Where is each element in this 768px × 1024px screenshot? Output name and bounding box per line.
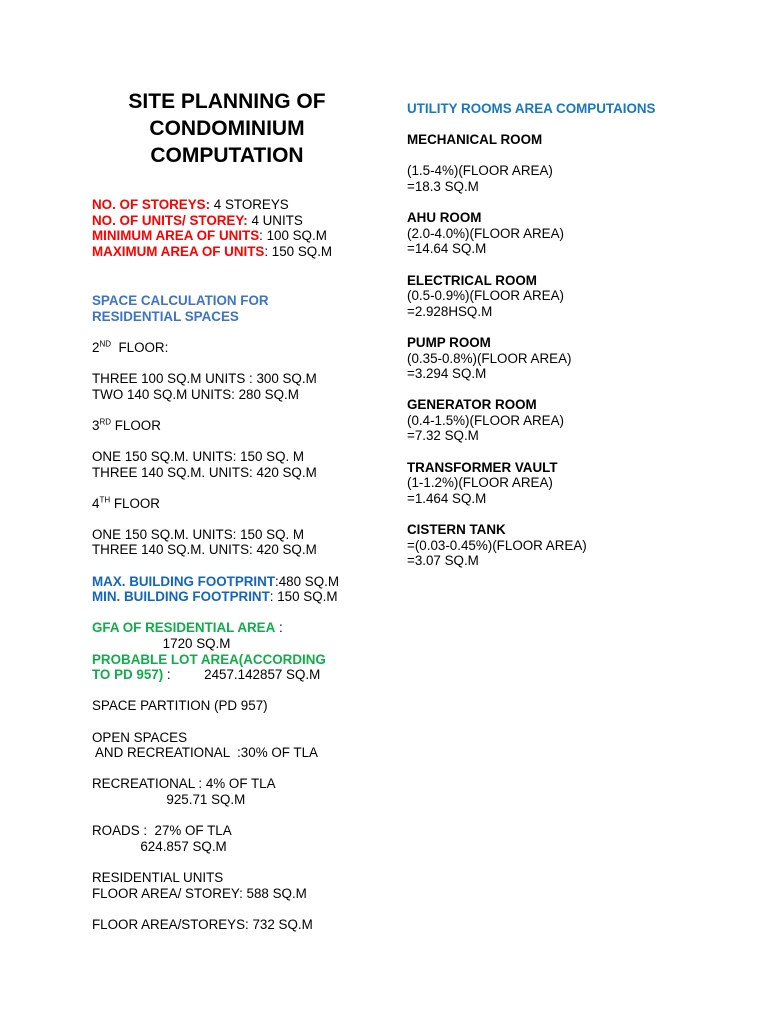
floor-3-line: THREE 140 SQ.M. UNITS: 420 SQ.M (92, 464, 317, 480)
room-value: =1.464 SQ.M (407, 490, 487, 506)
open-spaces-line: AND RECREATIONAL :30% OF TLA (92, 745, 318, 761)
residential-line: FLOOR AREA/ STOREY: 588 SQ.M (92, 885, 307, 901)
title-line: SITE PLANNING OF (128, 90, 326, 113)
floor-4-heading: 4TH FLOOR (92, 495, 160, 511)
room-name: MECHANICAL ROOM (407, 132, 543, 148)
room-ahu (407, 210, 747, 257)
summary-min-area: MINIMUM AREA OF UNITS: 100 SQ.M (92, 228, 327, 244)
partition-heading: SPACE PARTITION (PD 957) (92, 698, 268, 714)
room-mechanical (407, 132, 747, 194)
room-name: PUMP ROOM (407, 334, 491, 350)
summary-storeys: NO. OF STOREYS: 4 STOREYS (92, 197, 289, 212)
floor-3-heading: 3RD FLOOR (92, 417, 161, 433)
room-value: =7.32 SQ.M (407, 428, 479, 444)
floor-2-heading: 2ND FLOOR: (92, 339, 169, 355)
gfa-value: 1720 SQ.M (92, 636, 231, 652)
room-name: CISTERN TANK (407, 522, 506, 538)
room-formula: (2.0-4.0%)(FLOOR AREA) (407, 225, 565, 241)
room-formula: =(0.03-0.45%)(FLOOR AREA) (407, 537, 587, 553)
right-column (407, 101, 747, 569)
floor-2-line: THREE 100 SQ.M UNITS : 300 SQ.M (92, 370, 317, 386)
room-cistern (407, 522, 747, 569)
summary-max-area: MAXIMUM AREA OF UNITS: 150 SQ.M (92, 243, 333, 259)
room-value: =14.64 SQ.M (407, 241, 487, 257)
room-formula: (0.35-0.8%)(FLOOR AREA) (407, 350, 572, 366)
utility-heading: UTILITY ROOMS AREA COMPUTAIONS (407, 101, 656, 116)
summary-block (92, 197, 382, 259)
room-formula: (0.5-0.9%)(FLOOR AREA) (407, 288, 565, 304)
residential-line: RESIDENTIAL UNITS (92, 869, 224, 885)
title-line: CONDOMINIUM (149, 117, 305, 140)
room-generator (407, 397, 747, 444)
room-transformer (407, 460, 747, 507)
summary-units: NO. OF UNITS/ STOREY: 4 UNITS (92, 212, 303, 228)
recreational-line: 925.71 SQ.M (92, 791, 246, 807)
title-line: COMPUTATION (150, 144, 304, 167)
roads-line: 624.857 SQ.M (92, 838, 227, 854)
document-title (84, 88, 370, 169)
lot-value: TO PD 957) : 2457.142857 SQ.M (92, 667, 321, 683)
floor-3-line: ONE 150 SQ.M. UNITS: 150 SQ. M (92, 448, 305, 464)
floor-4-line: THREE 140 SQ.M. UNITS: 420 SQ.M (92, 542, 317, 558)
room-name: TRANSFORMER VAULT (407, 459, 558, 475)
lot-label: PROBABLE LOT AREA(ACCORDING (92, 651, 326, 667)
room-value: =18.3 SQ.M (407, 178, 479, 194)
space-calc-heading: SPACE CALCULATION FOR RESIDENTIAL SPACES (92, 292, 269, 324)
room-pump (407, 335, 747, 382)
room-electrical (407, 273, 747, 320)
open-spaces-line: OPEN SPACES (92, 729, 188, 745)
room-formula: (1.5-4%)(FLOOR AREA) (407, 163, 553, 179)
roads-line: ROADS : 27% OF TLA (92, 823, 232, 839)
left-column (92, 88, 382, 932)
room-value: =3.07 SQ.M (407, 553, 479, 569)
floor-2-line: TWO 140 SQ.M UNITS: 280 SQ.M (92, 386, 299, 402)
gfa-label: GFA OF RESIDENTIAL AREA : (92, 620, 283, 636)
room-name: AHU ROOM (407, 210, 482, 226)
room-formula: (0.4-1.5%)(FLOOR AREA) (407, 412, 565, 428)
room-name: ELECTRICAL ROOM (407, 272, 537, 288)
room-formula: (1-1.2%)(FLOOR AREA) (407, 475, 553, 491)
floor-area-storeys: FLOOR AREA/STOREYS: 732 SQ.M (92, 916, 313, 932)
room-name: GENERATOR ROOM (407, 397, 537, 413)
room-value: =2.928HSQ.M (407, 303, 493, 319)
floor-4-line: ONE 150 SQ.M. UNITS: 150 SQ. M (92, 526, 305, 542)
room-value: =3.294 SQ.M (407, 366, 487, 382)
recreational-line: RECREATIONAL : 4% OF TLA (92, 776, 276, 792)
min-footprint: MIN. BUILDING FOOTPRINT: 150 SQ.M (92, 589, 338, 605)
max-footprint: MAX. BUILDING FOOTPRINT:480 SQ.M (92, 573, 340, 589)
